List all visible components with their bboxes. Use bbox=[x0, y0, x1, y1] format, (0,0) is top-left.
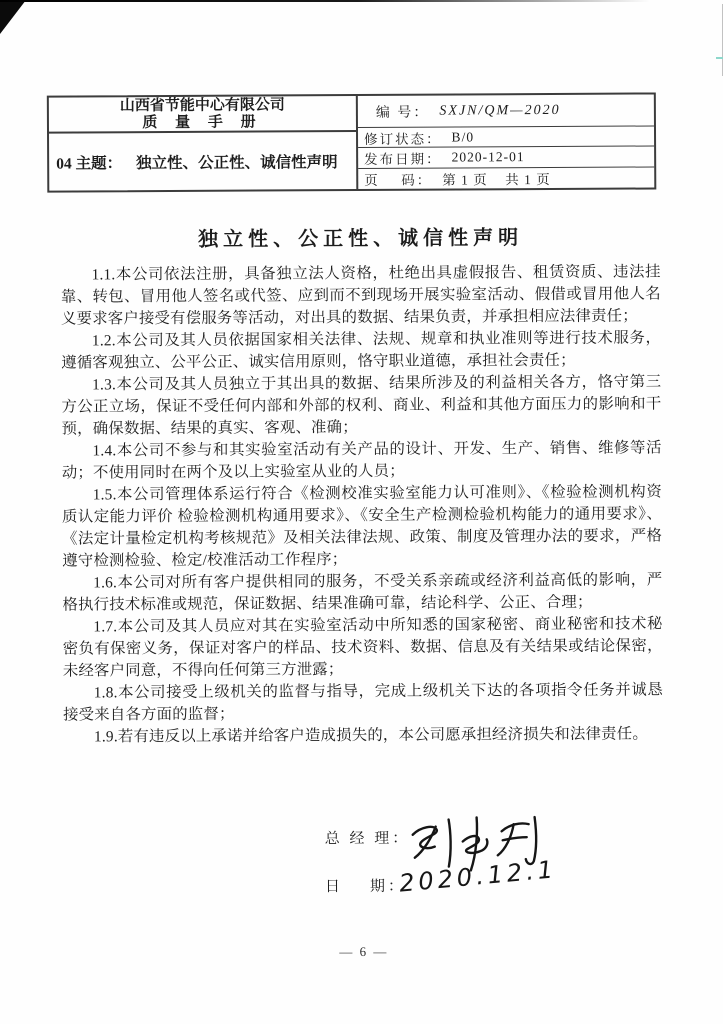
revision-status-label: 修订状态： bbox=[364, 127, 442, 147]
page-number-value: 第 1 页 共 1 页 bbox=[442, 168, 551, 189]
header-right-column bbox=[358, 94, 654, 189]
paragraph-1-5: 1.5.本公司管理体系运行符合《检测校准实验室能力认可准则》、《检验检测机构资质认定能力评价 检验检测机构通用要求》、《安全生产检测检验机构能力的通用要求》、《法定计量检定机构考核规范》及相关法律法规、政策、制度及管理办法的要求，严格遵守检测检验、检定/校准活动工作程序； bbox=[62, 481, 662, 572]
date-label: 日 期： bbox=[325, 875, 406, 896]
general-manager-label: 总 经 理： bbox=[325, 827, 411, 848]
footer-page-number: — 6 — bbox=[2, 942, 723, 962]
document-header-table bbox=[47, 92, 656, 192]
paragraph-1-9: 1.9.若有违反以上承诺并给客户造成损失的，本公司愿承担经济损失和法律责任。 bbox=[63, 723, 663, 748]
paragraph-1-2: 1.2.本公司及其人员依据国家相关法律、法规、规章和执业准则等进行技术服务，遵循客观独立、公平公正、诚实信用原则，恪守职业道德，承担社会责任； bbox=[61, 327, 661, 374]
document-body bbox=[61, 224, 664, 748]
paragraph-1-8: 1.8.本公司接受上级机关的监督与指导，完成上级机关下达的各项指令任务并诚恳接受来自各方面的监督； bbox=[63, 679, 663, 726]
topic-cell bbox=[49, 132, 356, 191]
company-title-cell bbox=[49, 96, 356, 134]
topic-value: 独立性、公正性、诚信性声明 bbox=[136, 150, 338, 173]
topic-label: 04 主题： bbox=[56, 151, 122, 173]
revision-status-value: B/0 bbox=[451, 129, 474, 145]
page-number-cell bbox=[358, 167, 654, 189]
scan-top-edge-strip bbox=[0, 0, 650, 2]
header-left-column bbox=[49, 96, 358, 191]
issue-date-label: 发布日期： bbox=[364, 148, 442, 168]
doc-number-value: SXJN/QM—2020 bbox=[439, 102, 560, 119]
doc-number-cell bbox=[358, 94, 654, 128]
manual-name: 质 量 手 册 bbox=[49, 114, 356, 132]
revision-status-cell bbox=[358, 126, 654, 148]
signature-area bbox=[325, 812, 586, 913]
paragraph-1-1: 1.1.本公司依法注册，具备独立法人资格，杜绝出具虚假报告、租赁资质、违法挂靠、转包、冒用他人签名或代签、应到而不到现场开展实验室活动、假借或冒用他人名义要求客户接受有偿服务等活动，对出具的数据、结果负责，并承担相应法律责任； bbox=[61, 261, 661, 330]
paragraph-1-3: 1.3.本公司及其人员独立于其出具的数据、结果所涉及的利益相关各方，恪守第三方公正立场，保证不受任何内部和外部的权利、商业、利益和其他方面压力的影响和干预，确保数据、结果的真实、客观、准确； bbox=[61, 371, 661, 440]
handwritten-date: 2020.12.1 bbox=[398, 855, 558, 897]
issue-date-cell bbox=[358, 146, 654, 169]
company-name: 山西省节能中心有限公司 bbox=[49, 97, 356, 116]
document-title: 独立性、公正性、诚信性声明 bbox=[61, 224, 661, 253]
paragraph-1-6: 1.6.本公司对所有客户提供相同的服务，不受关系亲疏或经济利益高低的影响，严格执行技术标准或规范，保证数据、结果准确可靠，结论科学、公正、合理； bbox=[62, 569, 662, 616]
doc-number-label: 编 号： bbox=[376, 101, 430, 121]
issue-date-value: 2020-12-01 bbox=[452, 149, 525, 165]
scan-teal-speck bbox=[716, 57, 723, 59]
paragraph-1-7: 1.7.本公司及其人员应对其在实验室活动中所知悉的国家秘密、商业秘密和技术秘密负有保密义务，保证对客户的样品、技术资料、数据、信息及有关结果或结论保密，未经客户同意，不得向任何第三方泄露； bbox=[63, 613, 663, 682]
paragraph-1-4: 1.4.本公司不参与和其实验室活动有关产品的设计、开发、生产、销售、维修等活动；不使用同时在两个及以上实验室从业的人员； bbox=[62, 437, 662, 484]
page-number-label: 页 码： bbox=[364, 169, 432, 189]
